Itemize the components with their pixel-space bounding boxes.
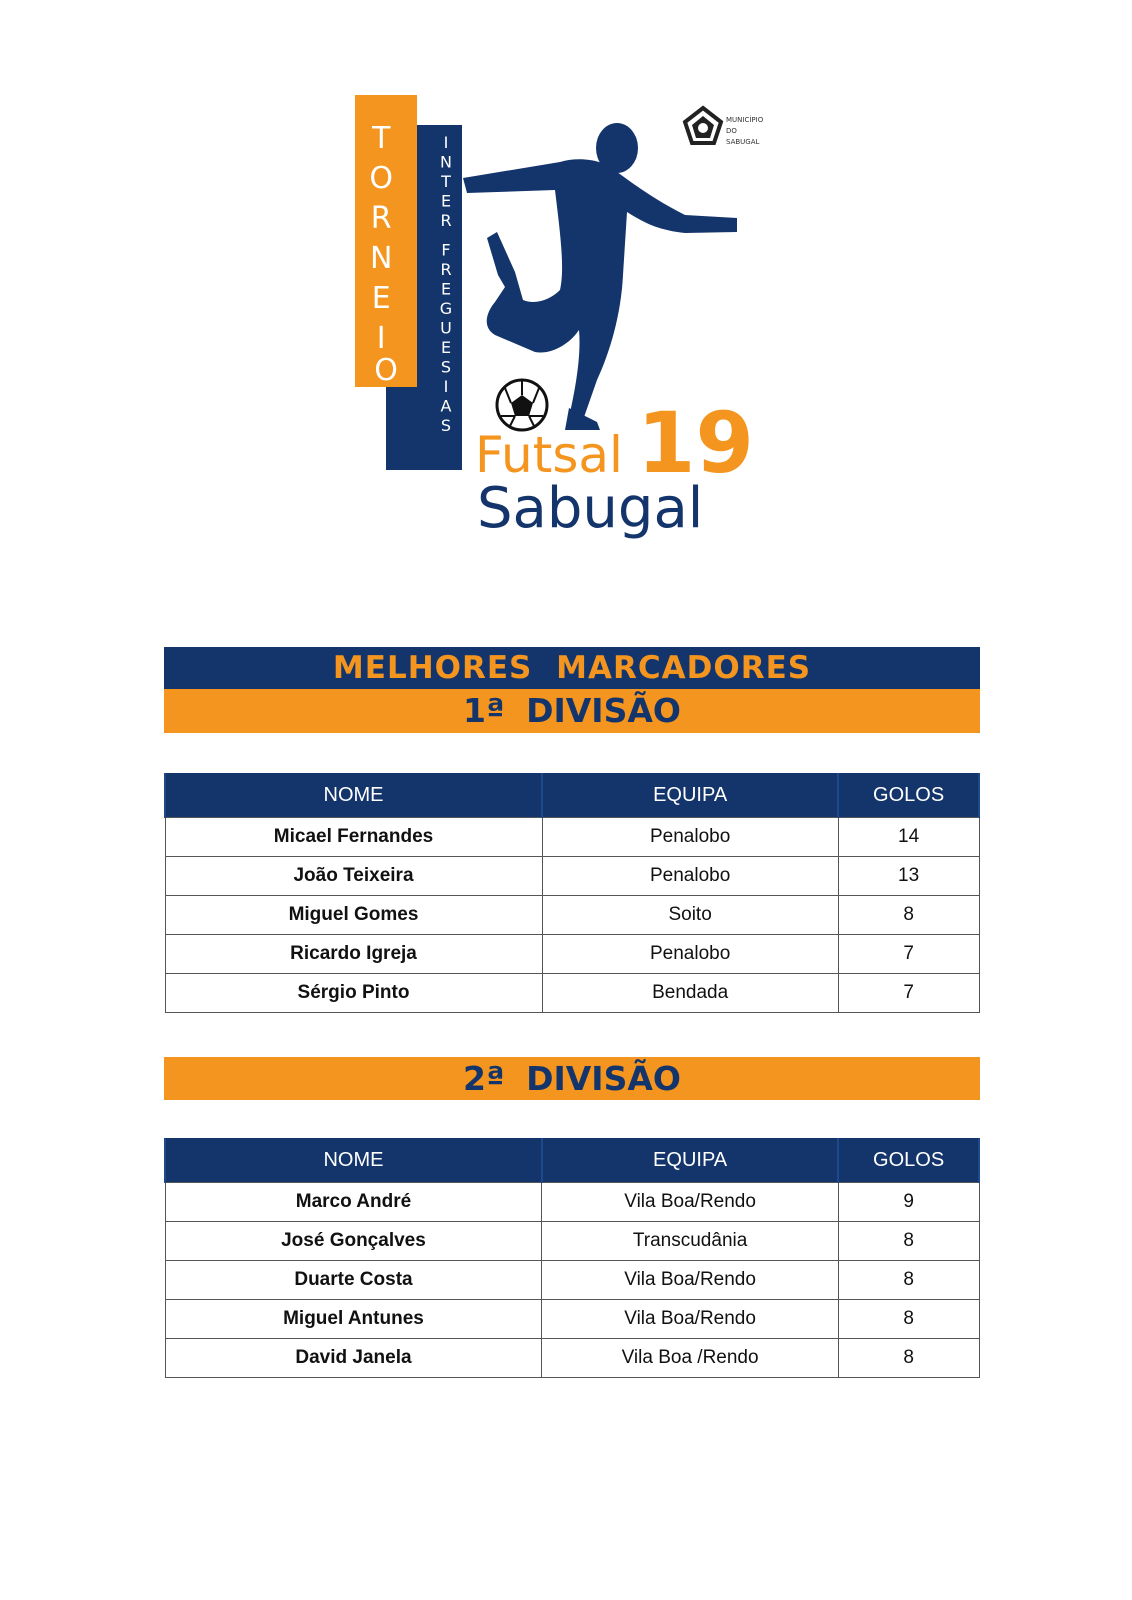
logo-vertical-letter: F [441,240,451,260]
player-name: Miguel Gomes [165,896,542,935]
table-row [165,1222,979,1261]
column-header-team: EQUIPA [542,773,838,818]
logo-torneio-l4: N [370,241,393,276]
player-team: Penalobo [542,935,838,974]
player-name: José Gonçalves [165,1222,542,1261]
player-name: Miguel Antunes [165,1300,542,1339]
player-team: Bendada [542,974,838,1013]
tournament-logo [355,90,785,550]
logo-sabugal: Sabugal [477,476,704,541]
logo-vertical-letter: S [440,357,452,377]
logo-torneio-l1: T [372,121,391,156]
logo-futsal: Futsal [475,426,623,484]
column-header-goals: GOLOS [838,773,979,818]
table-row [165,1183,979,1222]
logo-vertical-letter: U [440,318,452,338]
table-row [165,974,979,1013]
municipio-line3: SABUGAL [726,138,760,146]
logo-vertical-letter: N [440,152,452,172]
logo-vertical-letter: E [440,279,452,299]
player-goals: 9 [838,1183,979,1222]
division-2-scorers-table [164,1138,980,1378]
player-silhouette-icon [463,123,737,430]
logo-vertical-letter: G [439,299,453,318]
logo-vertical-letter: R [440,260,452,279]
table-header-row [165,773,979,818]
column-header-name: NOME [165,1138,542,1183]
player-team: Vila Boa/Rendo [542,1300,838,1339]
player-name: Micael Fernandes [165,818,542,857]
logo-torneio-l3: R [370,201,392,236]
table-row [165,1300,979,1339]
player-team: Penalobo [542,818,838,857]
player-name: Marco André [165,1183,542,1222]
table-row [165,896,979,935]
logo-vertical-letter: I [443,377,449,396]
table-row [165,1339,979,1378]
page-title: MELHORES MARCADORES [164,647,980,689]
player-name: Sérgio Pinto [165,974,542,1013]
logo-vertical-letter: E [440,191,452,211]
municipio-line1: MUNICÍPIO [726,116,764,124]
column-header-name: NOME [165,773,542,818]
logo-vertical-letter: S [440,416,452,435]
logo-vertical-letter: E [440,338,452,357]
division-1-scorers-table [164,773,980,1013]
division-2-heading: 2ª DIVISÃO [164,1057,980,1100]
player-goals: 7 [838,935,979,974]
table-row [165,1261,979,1300]
player-team: Soito [542,896,838,935]
logo-vertical-letter: R [440,211,452,230]
logo-vertical-letter: T [441,172,451,191]
municipio-line2: DO [726,127,737,135]
player-team: Vila Boa /Rendo [542,1339,838,1378]
logo-torneio-l2: O [369,161,394,196]
logo-torneio-l6: I [376,321,386,356]
player-goals: 13 [838,857,979,896]
player-name: David Janela [165,1339,542,1378]
player-team: Penalobo [542,857,838,896]
player-team: Transcudânia [542,1222,838,1261]
player-name: Ricardo Igreja [165,935,542,974]
table-row [165,818,979,857]
player-goals: 8 [838,1339,979,1378]
player-goals: 8 [838,1222,979,1261]
player-name: João Teixeira [165,857,542,896]
player-team: Vila Boa/Rendo [542,1183,838,1222]
column-header-goals: GOLOS [838,1138,979,1183]
logo-vertical-letter: I [443,133,449,152]
logo-torneio-l7: O [374,353,398,388]
player-goals: 8 [838,1300,979,1339]
municipio-emblem-icon [685,108,721,143]
column-header-team: EQUIPA [542,1138,838,1183]
table-row [165,935,979,974]
logo-vertical-letter: A [440,396,452,416]
player-goals: 14 [838,818,979,857]
player-name: Duarte Costa [165,1261,542,1300]
logo-year: 19 [637,394,754,492]
logo-torneio-l5: E [371,281,391,316]
player-team: Vila Boa/Rendo [542,1261,838,1300]
table-header-row [165,1138,979,1183]
player-goals: 7 [838,974,979,1013]
soccer-ball-icon [497,380,547,430]
player-goals: 8 [838,1261,979,1300]
municipio-text [726,115,765,146]
player-goals: 8 [838,896,979,935]
table-row [165,857,979,896]
division-1-heading: 1ª DIVISÃO [164,689,980,733]
